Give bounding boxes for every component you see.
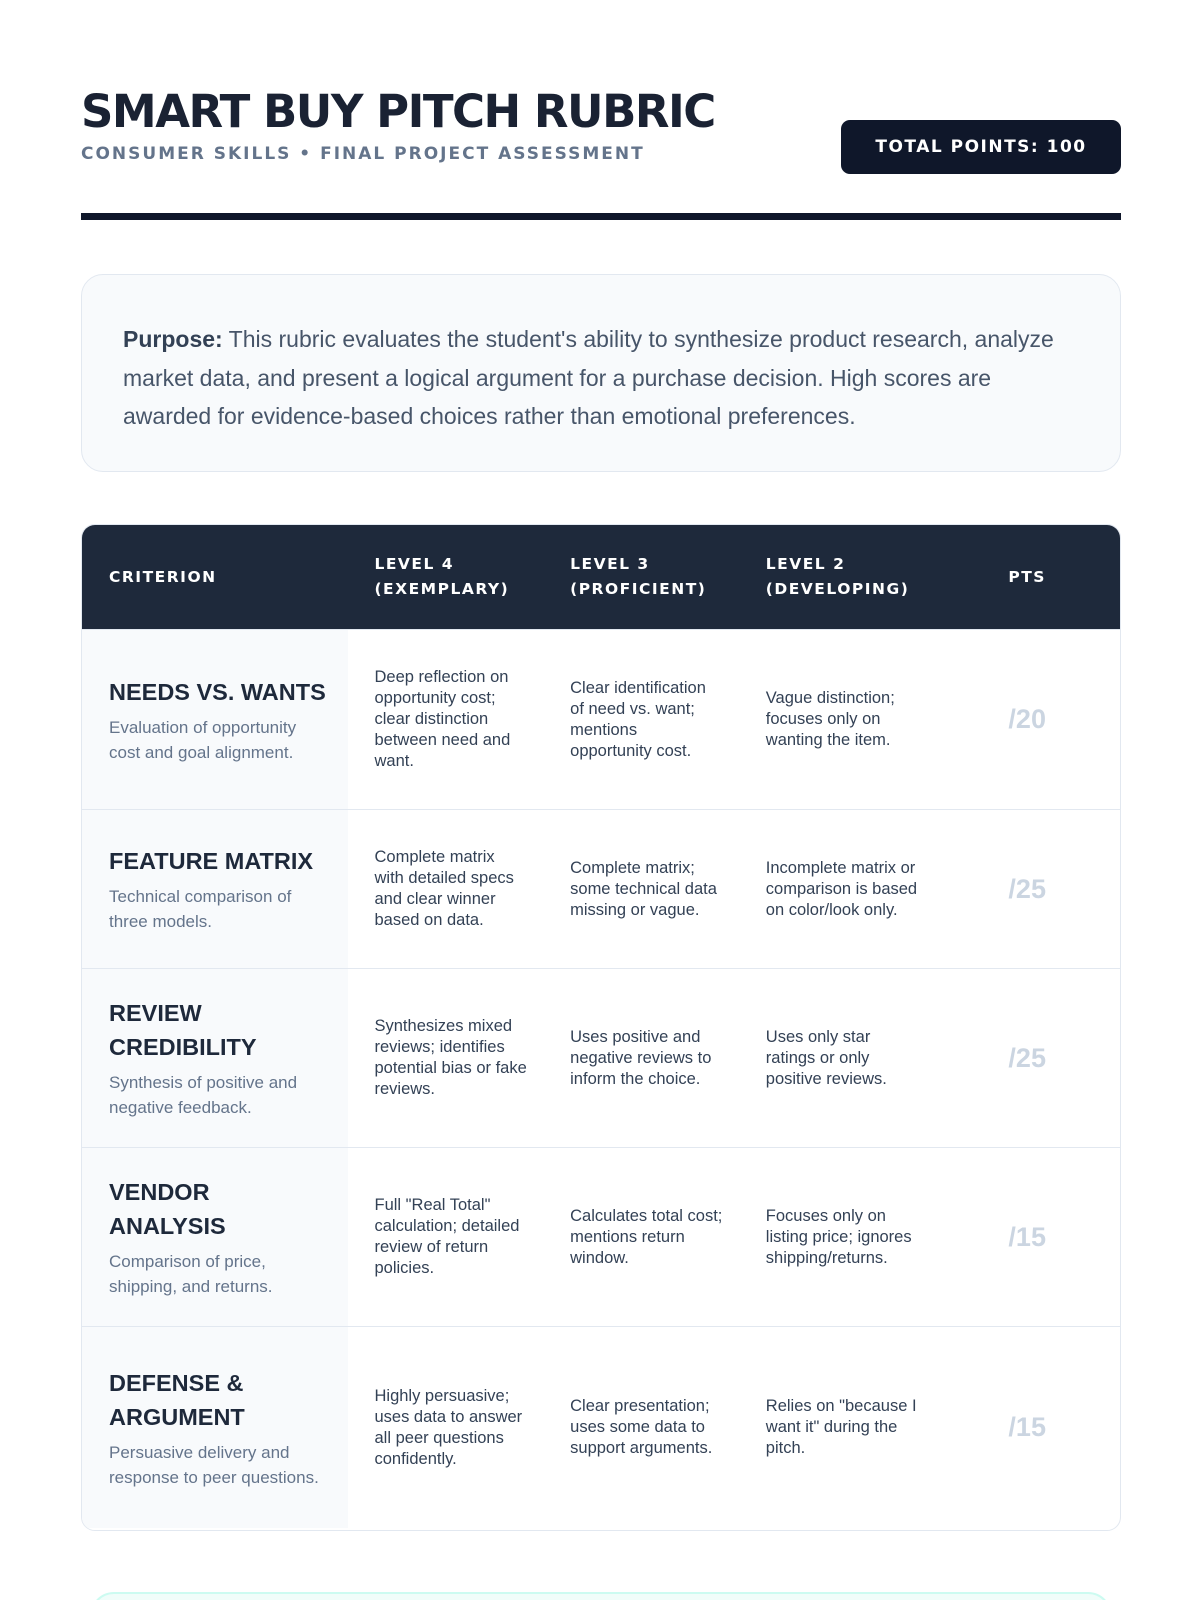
criterion-cell bbox=[82, 1327, 348, 1528]
criterion-name: NEEDS VS. WANTS bbox=[109, 678, 326, 705]
purpose-box bbox=[81, 274, 1121, 472]
criterion-description: Evaluation of opportunity cost and goal alignment. bbox=[109, 717, 297, 762]
table-row bbox=[82, 629, 1120, 809]
header-level-2: LEVEL 2 (DEVELOPING) bbox=[765, 555, 910, 598]
points-cell: /25 bbox=[1008, 873, 1046, 904]
purpose-label: Purpose: bbox=[123, 326, 223, 352]
criterion-name: REVIEW CREDIBILITY bbox=[109, 1000, 257, 1060]
total-points-badge: TOTAL POINTS: 100 bbox=[841, 120, 1121, 174]
level-4-cell: Full "Real Total" calculation; detailed review of return policies. bbox=[374, 1196, 520, 1277]
level-4-cell: Deep reflection on opportunity cost; clear distinction between need and want. bbox=[374, 668, 511, 770]
rubric-header-row bbox=[82, 525, 1120, 629]
criterion-cell bbox=[82, 969, 348, 1147]
level-3-cell: Clear presentation; uses some data to support arguments. bbox=[570, 1397, 713, 1457]
level-3-cell: Complete matrix; some technical data missing or vague. bbox=[570, 858, 717, 919]
criterion-description: Persuasive delivery and response to peer questions. bbox=[109, 1442, 319, 1487]
criterion-description: Technical comparison of three models. bbox=[109, 887, 292, 931]
criterion-cell bbox=[82, 1148, 348, 1326]
level-4-cell: Highly persuasive; uses data to answer all peer questions confidently. bbox=[374, 1386, 523, 1468]
level-3-cell: Clear identification of need vs. want; mentions opportunity cost. bbox=[570, 678, 706, 760]
points-cell: /15 bbox=[1008, 1221, 1046, 1252]
criterion-description: Comparison of price, shipping, and returns. bbox=[109, 1252, 273, 1296]
header-criterion: CRITERION bbox=[109, 567, 217, 586]
level-2-cell: Uses only star ratings or only positive reviews. bbox=[765, 1027, 887, 1088]
level-4-cell: Complete matrix with detailed specs and clear winner based on data. bbox=[374, 848, 514, 929]
criterion-description: Synthesis of positive and negative feedback. bbox=[109, 1073, 298, 1117]
criterion-name: FEATURE MATRIX bbox=[109, 848, 314, 874]
page-title: SMART BUY PITCH RUBRIC bbox=[81, 85, 715, 138]
criterion-cell bbox=[82, 810, 348, 968]
level-3-cell: Calculates total cost; mentions return window. bbox=[570, 1206, 723, 1267]
header-divider bbox=[81, 213, 1121, 220]
level-3-cell: Uses positive and negative reviews to inform the choice. bbox=[570, 1027, 712, 1088]
purpose-text: This rubric evaluates the student's ability to synthesize product research, analyze market data, and present a logical argument for a purchase decision. High scores are awarded for evidence-based choices rather than emotional preferences. bbox=[123, 326, 1054, 429]
page-header bbox=[81, 84, 1121, 220]
table-row bbox=[82, 968, 1120, 1147]
header-level-4: LEVEL 4 (EXEMPLARY) bbox=[374, 555, 510, 598]
level-2-cell: Relies on "because I want it" during the pitch. bbox=[765, 1397, 917, 1457]
points-cell: /20 bbox=[1008, 704, 1046, 734]
criterion-name: DEFENSE & ARGUMENT bbox=[109, 1369, 245, 1430]
level-4-cell: Synthesizes mixed reviews; identifies potential bias or fake reviews. bbox=[374, 1017, 527, 1098]
table-row bbox=[82, 1326, 1120, 1528]
header-points: PTS bbox=[1008, 567, 1046, 586]
level-2-cell: Focuses only on listing price; ignores shipping/returns. bbox=[765, 1206, 912, 1267]
level-2-cell: Incomplete matrix or comparison is based on color/look only. bbox=[765, 858, 918, 919]
level-2-cell: Vague distinction; focuses only on wanting the item. bbox=[765, 689, 895, 749]
table-row bbox=[82, 809, 1120, 968]
page-subtitle: CONSUMER SKILLS • FINAL PROJECT ASSESSMENT bbox=[81, 144, 645, 164]
table-row bbox=[82, 1147, 1120, 1326]
points-cell: /15 bbox=[1008, 1412, 1046, 1442]
criterion-name: VENDOR ANALYSIS bbox=[109, 1179, 226, 1239]
rubric-table bbox=[81, 524, 1121, 1531]
points-cell: /25 bbox=[1008, 1042, 1046, 1073]
criterion-cell bbox=[82, 630, 348, 809]
next-section-box bbox=[90, 1592, 1112, 1600]
header-level-3: LEVEL 3 (PROFICIENT) bbox=[570, 555, 707, 598]
